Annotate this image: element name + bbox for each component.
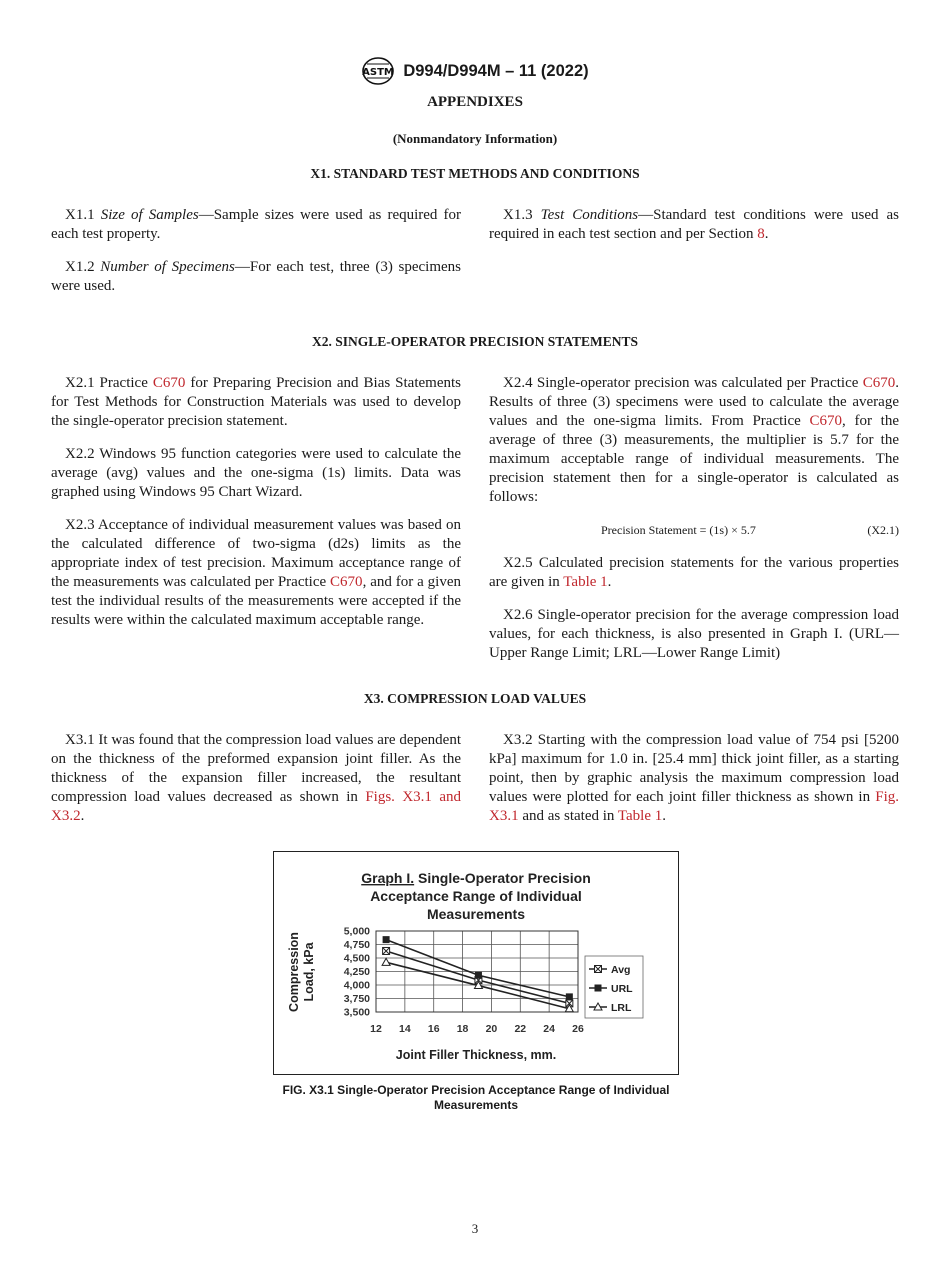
- table-1-link[interactable]: Table 1: [563, 574, 608, 590]
- x2-6-paragraph: X2.6 Single-operator precision for the average compression load values, for each thickness, is also presented in Graph I. (URL—Upper Range Limit; LRL—Lower Range Limit): [489, 607, 899, 661]
- c670-link[interactable]: C670: [152, 375, 186, 391]
- document-header: [0, 56, 950, 86]
- chart-title-line-2: Acceptance Range of Individual: [370, 888, 582, 904]
- x-tick-label: 18: [456, 1023, 469, 1035]
- c670-link[interactable]: C670: [809, 413, 842, 429]
- x-tick-label: 16: [427, 1023, 440, 1035]
- y-axis-label-line-1: Compression: [287, 932, 301, 1012]
- appendixes-title: APPENDIXES: [427, 94, 523, 110]
- svg-text:ASTM: ASTM: [362, 67, 395, 78]
- equation-text: Precision Statement = (1s) × 5.7: [601, 523, 756, 537]
- x-tick-label: 24: [543, 1023, 555, 1035]
- x2-4-paragraph: X2.4 Single-operator precision was calculated per Practice C670. Results of three (3) specimens were used to calculate the average values and the one-sigma limits. From Practice C670, for the average of three (3) measurements, the multiplier is 5.7 for the maximum acceptable range of individual measurements. The precision statement then for a single-operator is calculated as follows:: [489, 375, 899, 505]
- data-point-url: [475, 972, 482, 979]
- y-axis-label-line-2: Load, kPa: [302, 942, 316, 1002]
- x2-5-paragraph: X2.5 Calculated precision statements for the various properties are given in Table 1.: [489, 555, 899, 590]
- x-tick-label: 22: [514, 1023, 527, 1035]
- equation-number: (X2.1): [867, 523, 899, 537]
- figs-x3-1-x3-2-link[interactable]: Figs. X3.1 and X3.2: [51, 789, 461, 824]
- data-point-lrl: [382, 958, 390, 965]
- precision-equation: [489, 521, 899, 540]
- x3-1-paragraph: X3.1 It was found that the compression load values are dependent on the thickness of the preformed expansion joint filler. As the thickness of the expansion filler increased, the resultant compression load values decreased as shown in Figs. X3.1 and X3.2.: [51, 732, 461, 824]
- x3-heading: X3. COMPRESSION LOAD VALUES: [363, 691, 587, 706]
- chart-title-rest: Single-Operator Precision: [414, 870, 591, 886]
- x-axis-label: Joint Filler Thickness, mm.: [395, 1048, 557, 1062]
- c670-link[interactable]: C670: [862, 375, 896, 391]
- c670-link[interactable]: C670: [330, 574, 363, 590]
- chart-title-prefix: Graph I.: [361, 870, 415, 886]
- y-tick-label: 4,000: [343, 979, 370, 992]
- x1-right-column: [489, 206, 899, 258]
- astm-logo-icon: [361, 56, 395, 86]
- y-tick-label: 5,000: [343, 925, 370, 938]
- standard-designation: D994/D994M – 11 (2022): [403, 61, 589, 80]
- x3-left-column: [51, 731, 461, 840]
- x2-right-column: [489, 374, 899, 677]
- legend-marker-url: [595, 985, 602, 992]
- page-number: 3: [471, 1221, 479, 1236]
- legend-label-lrl: LRL: [611, 1002, 632, 1014]
- data-point-url: [383, 936, 390, 943]
- y-tick-label: 4,250: [343, 966, 370, 978]
- x-tick-label: 26: [572, 1023, 584, 1035]
- x1-left-column: [51, 206, 461, 310]
- x3-2-paragraph: X3.2 Starting with the compression load value of 754 psi [5200 kPa] maximum for 1.0 in. [25.4 mm] thick joint filler, as a starting point, then by graphic analysis the maximum compression load values were plotted for each joint filler thickness as shown in Fig. X3.1 and as stated in Table 1.: [489, 732, 899, 824]
- x1-2-paragraph: X1.2 Number of Specimens—For each test, three (3) specimens were used.: [51, 259, 461, 294]
- x2-3-paragraph: X2.3 Acceptance of individual measurement values was based on the calculated difference of two-sigma (d2s) limits as the appropriate index of test precision. Maximum acceptance range of the measurements was calculated per Practice C670, and for a given test the individual results of the measurements were accepted if the results were within the calculated maximum acceptable range.: [51, 517, 461, 628]
- y-tick-label: 3,750: [343, 993, 370, 1005]
- x-tick-label: 20: [485, 1023, 498, 1035]
- x2-2-paragraph: X2.2 Windows 95 function categories were used to calculate the average (avg) values and the one-sigma (1s) limits. Data was graphed using Windows 95 Chart Wizard.: [51, 446, 461, 500]
- fig-x3-1-link[interactable]: Fig. X3.1: [489, 789, 899, 824]
- y-tick-label: 4,500: [343, 952, 370, 965]
- x2-left-column: [51, 374, 461, 644]
- x1-heading: X1. STANDARD TEST METHODS AND CONDITIONS: [310, 166, 640, 181]
- chart-title-line-3: Measurements: [426, 906, 526, 922]
- graph-i-figure: [273, 851, 679, 1075]
- x-tick-label: 12: [370, 1023, 382, 1035]
- x2-heading: X2. SINGLE-OPERATOR PRECISION STATEMENTS: [311, 334, 639, 349]
- nonmandatory-subtitle: (Nonmandatory Information): [392, 131, 558, 146]
- section-8-link[interactable]: 8: [757, 226, 765, 242]
- x1-1-paragraph: X1.1 Size of Samples—Sample sizes were used as required for each test property.: [51, 207, 462, 242]
- x3-right-column: [489, 731, 899, 840]
- table-1-link[interactable]: Table 1: [617, 808, 663, 824]
- legend-label-url: URL: [611, 983, 633, 995]
- y-tick-label: 3,500: [343, 1006, 370, 1019]
- y-tick-label: 4,750: [343, 939, 370, 951]
- x-tick-label: 14: [399, 1023, 411, 1035]
- figure-caption: FIG. X3.1 Single-Operator Precision Acceptance Range of Individual Measurements: [282, 1083, 670, 1112]
- data-point-url: [566, 993, 573, 1000]
- legend-label-avg: Avg: [611, 964, 631, 976]
- x2-1-paragraph: X2.1 Practice C670 for Preparing Precision and Bias Statements for Test Methods for Construction Materials was used to develop the single-operator precision statement.: [51, 375, 461, 429]
- chart-title-line-1: [361, 870, 591, 886]
- x1-3-paragraph: X1.3 Test Conditions—Standard test conditions were used as required in each test section and per Section 8.: [489, 207, 900, 242]
- graph-i-chart: [274, 852, 678, 1074]
